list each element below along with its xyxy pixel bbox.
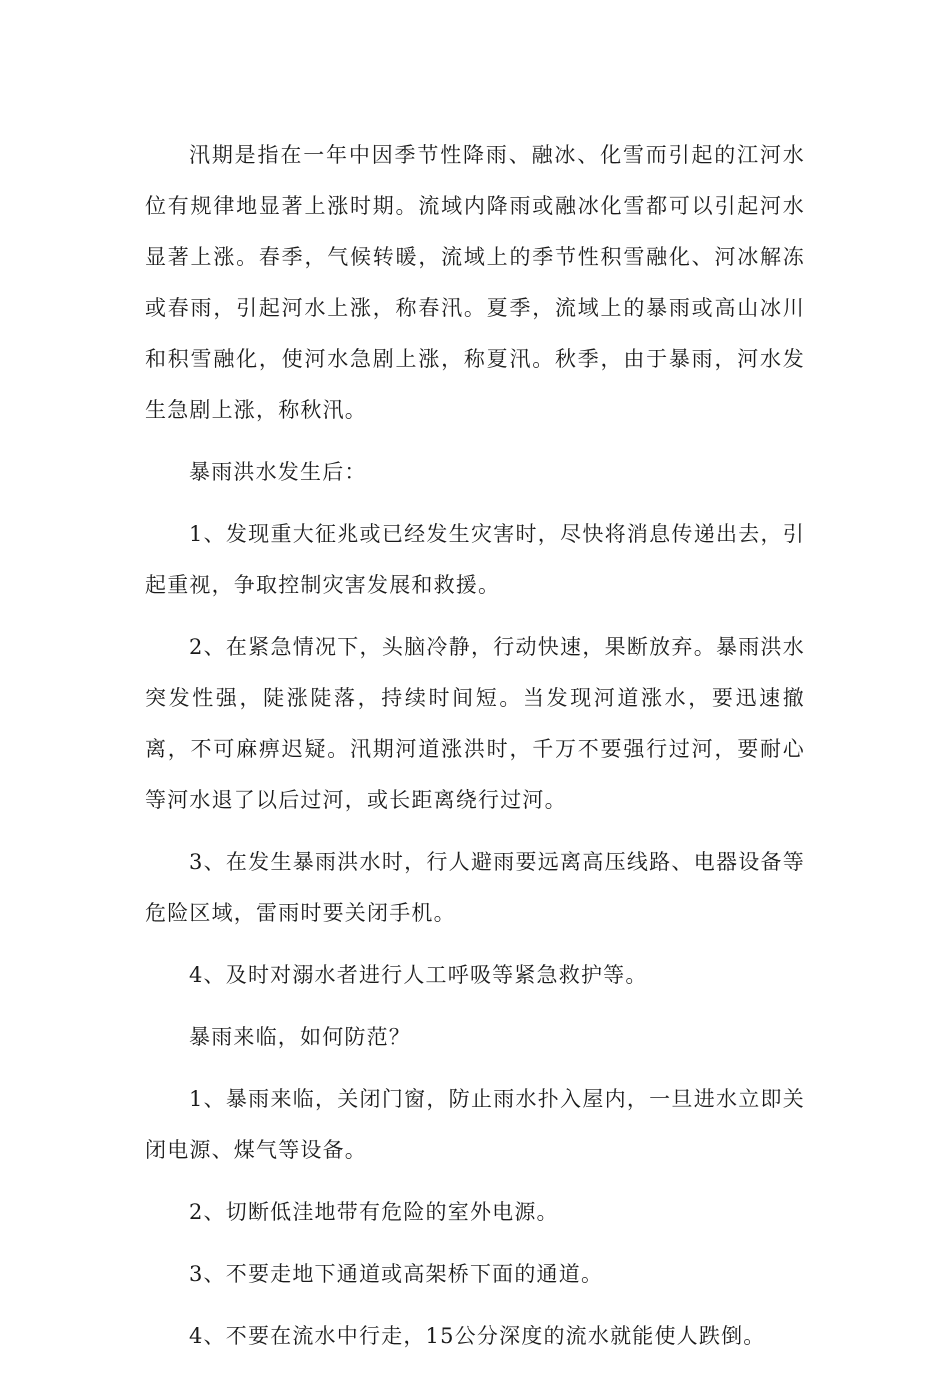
heading-after-rainstorm-flood: 暴雨洪水发生后： (189, 460, 367, 484)
list-item-prevent-2: 2、切断低洼地带有危险的室外电源。 (189, 1200, 559, 1224)
list-item-prevent-1: 1、暴雨来临，关闭门窗，防止雨水扑入屋内，一旦进水立即关闭电源、煤气等设备。 (145, 1087, 805, 1162)
list-item-prevent-4: 4、不要在流水中行走，15公分深度的流水就能使人跌倒。 (189, 1324, 766, 1348)
paragraph-flood-season-definition: 汛期是指在一年中因季节性降雨、融冰、化雪而引起的江河水位有规律地显著上涨时期。流域内降雨或融冰化雪都可以引起河水显著上涨。春季，气候转暖，流域上的季节性积雪融化、河冰解冻或春雨，引起河水上涨，称春汛。夏季，流域上的暴雨或高山冰川和积雪融化，使河水急剧上涨，称夏汛。秋季，由于暴雨，河水发生急剧上涨，称秋汛。 (145, 143, 805, 422)
list-item-prevent-3: 3、不要走地下通道或高架桥下面的通道。 (189, 1262, 604, 1286)
document-body (145, 130, 805, 1373)
list-item-after-1: 1、发现重大征兆或已经发生灾害时，尽快将消息传递出去，引起重视，争取控制灾害发展和救援。 (145, 522, 805, 597)
list-item-after-3: 3、在发生暴雨洪水时，行人避雨要远离高压线路、电器设备等危险区域，雷雨时要关闭手机。 (145, 850, 805, 925)
list-item-after-4: 4、及时对溺水者进行人工呼吸等紧急救护等。 (189, 963, 648, 987)
heading-rainstorm-prevention: 暴雨来临，如何防范？ (189, 1025, 411, 1049)
list-item-after-2: 2、在紧急情况下，头脑冷静，行动快速，果断放弃。暴雨洪水突发性强，陡涨陡落，持续时间短。当发现河道涨水，要迅速撤离，不可麻痹迟疑。汛期河道涨洪时，千万不要强行过河，要耐心等河水退了以后过河，或长距离绕行过河。 (145, 635, 805, 812)
